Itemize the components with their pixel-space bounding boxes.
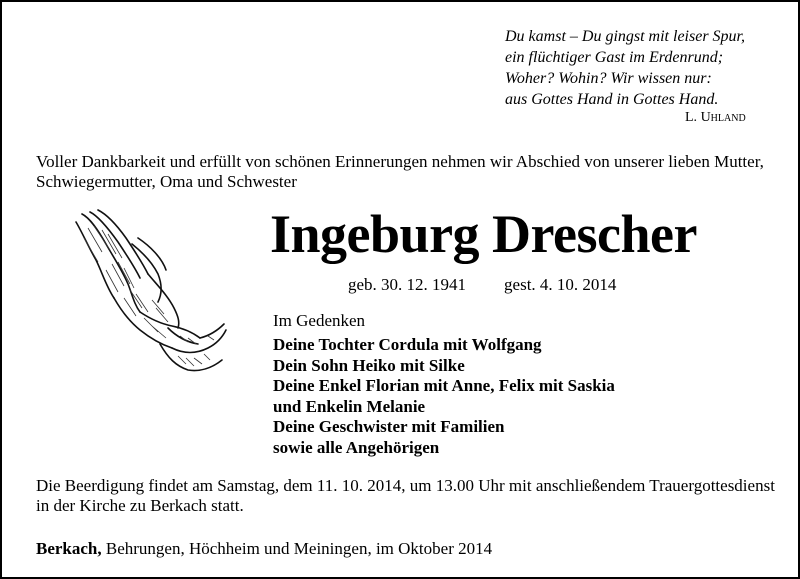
mourner-line: Deine Enkel Florian mit Anne, Felix mit Saskia — [273, 376, 615, 395]
death-date: gest. 4. 10. 2014 — [504, 275, 617, 294]
life-dates — [348, 275, 616, 295]
poem-line: ein flüchtiger Gast im Erdenrund; — [505, 49, 724, 66]
intro-text: Voller Dankbarkeit und erfüllt von schönen Erinnerungen nehmen wir Abschied von unserer lieben Mutter, Schwiegermutter, Oma und Schwester — [36, 152, 764, 191]
poem-line: Woher? Wohin? Wir wissen nur: — [505, 70, 712, 87]
closing-rest: Behrungen, Höchheim und Meiningen, im Oktober 2014 — [101, 539, 493, 558]
poem-author-name: Uhland — [700, 110, 746, 125]
mourner-line: und Enkelin Melanie — [273, 396, 426, 416]
poem-line: Du kamst – Du gingst mit leiser Spur, — [505, 28, 745, 45]
praying-hands-icon — [68, 208, 230, 374]
mourner-line: Dein Sohn Heiko mit Silke — [273, 355, 465, 375]
funeral-text: Die Beerdigung findet am Samstag, dem 11. 10. 2014, um 13.00 Uhr mit anschließendem Trauergottesdienst in der Kirche zu Berkach statt. — [36, 476, 775, 515]
poem-author-initial: L. — [685, 110, 698, 125]
poem-line: aus Gottes Hand in Gottes Hand. — [505, 91, 719, 108]
closing-place: Berkach, — [36, 539, 102, 558]
deceased-name: Ingeburg Drescher — [270, 204, 697, 264]
closing-line — [36, 539, 492, 559]
birth-date: geb. 30. 12. 1941 — [348, 275, 467, 294]
mourner-line: Deine Tochter Cordula mit Wolfgang — [273, 335, 542, 354]
mourner-line: Deine Geschwister mit Familien — [273, 417, 505, 436]
mourner-line: sowie alle Angehörigen — [273, 437, 440, 457]
poem-author — [685, 110, 746, 126]
poem — [505, 26, 745, 110]
mourners-list — [273, 335, 615, 458]
memory-title: Im Gedenken — [273, 311, 366, 330]
